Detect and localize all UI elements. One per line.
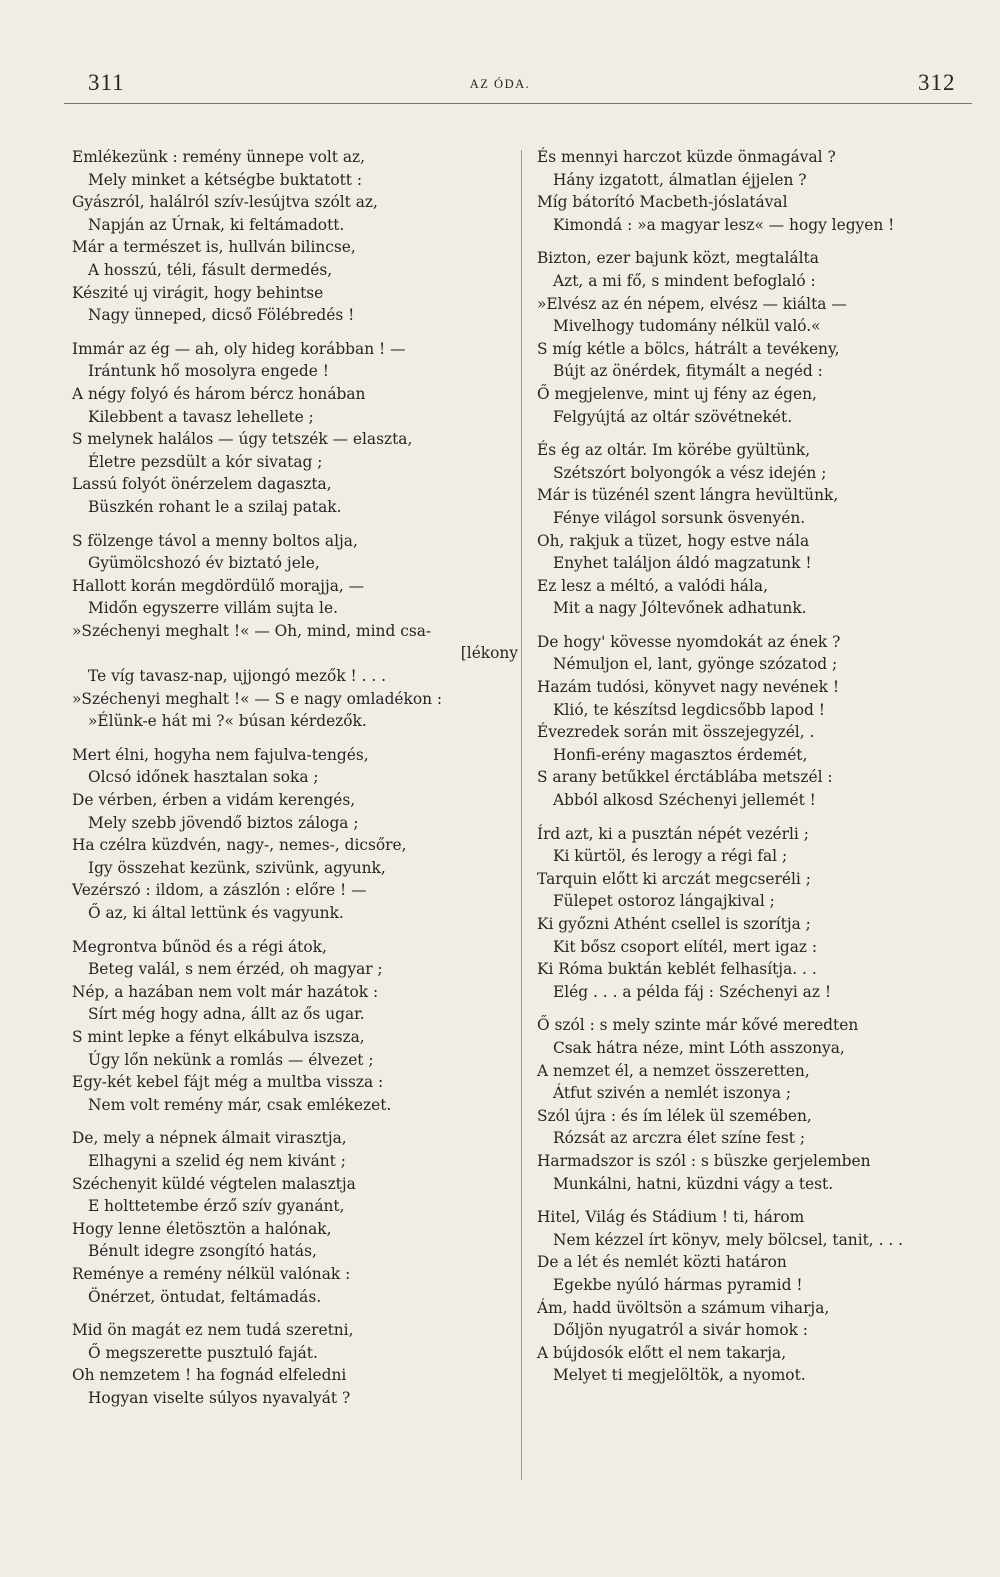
verse-line: Egy-két kebel fájt még a multba vissza : bbox=[72, 1073, 384, 1092]
verse-line: Tarquin előtt ki arczát megcseréli ; bbox=[537, 869, 811, 888]
verse-line: Ki Róma buktán keblét felhasítja. . . bbox=[537, 960, 817, 979]
stanza-gap bbox=[537, 428, 977, 439]
verse-line: S arany betűkkel érctáblába metszél : bbox=[537, 768, 833, 787]
verse-line: S melynek halálos — úgy tetszék — elaszta, bbox=[72, 430, 413, 449]
verse-line: Mely minket a kétségbe buktatott : bbox=[88, 170, 363, 189]
stanza bbox=[537, 439, 977, 620]
verse-line: Fénye világol sorsunk ösvenyén. bbox=[553, 508, 806, 527]
verse-line: Ki kürtöl, és lerogy a régi fal ; bbox=[553, 847, 788, 866]
verse-line: »Széchenyi meghalt !« — Oh, mind, mind csa- bbox=[72, 621, 432, 640]
verse-line: Hazám tudósi, könyvet nagy nevének ! bbox=[537, 678, 840, 697]
verse-line: Ő megszerette pusztuló faját. bbox=[88, 1343, 318, 1362]
page-number-left: 311 bbox=[88, 70, 125, 95]
stanza bbox=[72, 530, 524, 733]
verse-line: Ha czélra küzdvén, nagy-, nemes-, dicsőre, bbox=[72, 836, 407, 855]
stanza bbox=[537, 631, 977, 812]
verse-line: Széchenyit küldé végtelen malasztja bbox=[72, 1174, 356, 1193]
verse-line: Írd azt, ki a pusztán népét vezérli ; bbox=[537, 824, 809, 843]
verse-line: Nem kézzel írt könyv, mely bölcsel, tanit, . . . bbox=[553, 1230, 904, 1249]
verse-line: S mint lepke a fényt elkábulva iszsza, bbox=[72, 1027, 365, 1046]
verse-line: Büszkén rohant le a szilaj patak. bbox=[88, 497, 342, 516]
verse-line: Ez lesz a méltó, a valódi hála, bbox=[537, 576, 768, 595]
verse-line: De a lét és nemlét közti határon bbox=[537, 1253, 787, 1272]
verse-line: »Élünk-e hát mi ?« búsan kérdezők. bbox=[88, 712, 367, 731]
verse-line: Dőljön nyugatról a sivár homok : bbox=[553, 1321, 808, 1340]
verse-line: [lékony bbox=[460, 644, 518, 663]
verse-line: Megrontva bűnöd és a régi átok, bbox=[72, 937, 327, 956]
verse-line: Melyet ti megjelöltök, a nyomot. bbox=[553, 1366, 806, 1385]
verse-line: A négy folyó és három bércz honában bbox=[72, 384, 366, 403]
verse-line: Mivelhogy tudomány nélkül való.« bbox=[553, 317, 821, 336]
verse-line: Úgy lőn nekünk a romlás — élvezet ; bbox=[88, 1050, 374, 1069]
verse-line: Szétszórt bolyongók a vész idején ; bbox=[553, 463, 827, 482]
verse-line: Napján az Úrnak, ki feltámadott. bbox=[88, 215, 345, 234]
verse-line: Ő megjelenve, mint uj fény az égen, bbox=[537, 384, 817, 403]
verse-line: Immár az ég — ah, oly hideg korábban ! — bbox=[72, 339, 406, 358]
verse-line: Felgyújtá az oltár szövétnekét. bbox=[553, 407, 793, 426]
stanza-gap bbox=[72, 327, 524, 338]
verse-line: A nemzet él, a nemzet összeretten, bbox=[537, 1061, 810, 1080]
verse-line: Hitel, Világ és Stádium ! ti, három bbox=[537, 1208, 805, 1227]
stanza bbox=[72, 146, 524, 327]
stanza bbox=[72, 1127, 524, 1308]
verse-line: »Elvész az én népem, elvész — kiálta — bbox=[537, 294, 847, 313]
stanza-gap bbox=[72, 733, 524, 744]
verse-line: Enyhet találjon áldó magzatunk ! bbox=[553, 554, 812, 573]
header-rule bbox=[64, 103, 972, 104]
verse-line: Elhagyni a szelid ég nem kivánt ; bbox=[88, 1151, 346, 1170]
verse-line: Bizton, ezer bajunk közt, megtalálta bbox=[537, 249, 819, 268]
verse-line: Bújt az önérdek, fitymált a negéd : bbox=[553, 362, 823, 381]
verse-line: Bénult idegre zsongító hatás, bbox=[88, 1242, 317, 1261]
verse-line: Szól újra : és ím lélek ül szemében, bbox=[537, 1106, 812, 1125]
verse-line: Oh, rakjuk a tüzet, hogy estve nála bbox=[537, 531, 810, 550]
verse-line: Életre pezsdült a kór sivatag ; bbox=[88, 452, 323, 471]
stanza-gap bbox=[537, 812, 977, 823]
verse-line: Gyümölcshozó év biztató jele, bbox=[88, 554, 320, 573]
verse-line: Kimondá : »a magyar lesz« — hogy legyen ! bbox=[553, 215, 895, 234]
verse-line: Már is tüzénél szent lángra hevültünk, bbox=[537, 486, 839, 505]
stanza bbox=[72, 936, 524, 1117]
verse-line: Rózsát az arczra élet színe fest ; bbox=[553, 1129, 805, 1148]
verse-line: Hány izgatott, álmatlan éjjelen ? bbox=[553, 170, 807, 189]
stanza-gap bbox=[537, 620, 977, 631]
stanza bbox=[537, 247, 977, 428]
stanza-gap bbox=[537, 1195, 977, 1206]
verse-line: Nagy ünneped, dicső Fölébredés ! bbox=[88, 306, 355, 325]
verse-line: Igy összehat kezünk, szivünk, agyunk, bbox=[88, 858, 386, 877]
verse-line: Egekbe nyúló hármas pyramid ! bbox=[553, 1275, 803, 1294]
stanza bbox=[537, 1014, 977, 1195]
running-title: AZ ÓDA. bbox=[469, 77, 531, 91]
verse-line: És ég az oltár. Im körébe gyültünk, bbox=[537, 441, 811, 460]
verse-line: Honfi-erény magasztos érdemét, bbox=[553, 745, 808, 764]
verse-line: Abból alkosd Széchenyi jellemét ! bbox=[553, 791, 816, 810]
verse-line: Átfut szivén a nemlét iszonya ; bbox=[553, 1084, 792, 1103]
verse-line: Ő az, ki által lettünk és vagyunk. bbox=[88, 904, 344, 922]
verse-line: Ám, hadd üvöltsön a számum viharja, bbox=[537, 1298, 830, 1317]
verse-line: A bújdosók előtt el nem takarja, bbox=[537, 1343, 787, 1362]
stanza bbox=[72, 1319, 524, 1409]
stanza bbox=[537, 146, 977, 236]
verse-line: És mennyi harczot küzde önmagával ? bbox=[537, 148, 836, 166]
verse-line: Irántunk hő mosolyra engede ! bbox=[88, 362, 329, 381]
verse-line: Már a természet is, hullván bilincse, bbox=[72, 238, 356, 257]
verse-line: De, mely a népnek álmait virasztja, bbox=[72, 1129, 347, 1148]
verse-line: Hogy lenne életösztön a halónak, bbox=[72, 1219, 332, 1238]
verse-line: Te víg tavasz-nap, ujjongó mezők ! . . . bbox=[88, 667, 387, 686]
verse-line: Ő szól : s mely szinte már kővé meredten bbox=[537, 1016, 859, 1035]
verse-line: Ki győzni Athént csellel is szorítja ; bbox=[537, 915, 811, 933]
verse-line: »Széchenyi meghalt !« — S e nagy omladékon : bbox=[72, 689, 443, 708]
verse-line: S míg kétle a bölcs, hátrált a tevékeny, bbox=[537, 339, 840, 358]
verse-line: Évezredek során mit összejegyzél, . bbox=[537, 723, 815, 742]
stanza-gap bbox=[72, 925, 524, 936]
verse-line: Önérzet, öntudat, feltámadás. bbox=[88, 1287, 322, 1306]
verse-line: Elég . . . a példa fáj : Széchenyi az ! bbox=[553, 982, 832, 1001]
verse-line: Olcsó időnek hasztalan soka ; bbox=[88, 768, 319, 787]
stanza-gap bbox=[72, 519, 524, 530]
verse-line: Nép, a hazában nem volt már hazátok : bbox=[72, 982, 379, 1001]
verse-line: Vezérszó : ildom, a zászlón : előre ! — bbox=[72, 881, 367, 900]
verse-line: Midőn egyszerre villám sujta le. bbox=[88, 599, 338, 618]
verse-line: Készité uj virágit, hogy behintse bbox=[72, 283, 324, 302]
verse-line: Harmadszor is szól : s büszke gerjelemben bbox=[537, 1151, 871, 1170]
verse-line: Lassú folyót önérzelem dagaszta, bbox=[72, 475, 332, 494]
verse-line: Mid ön magát ez nem tudá szeretni, bbox=[72, 1321, 354, 1340]
verse-line: Reménye a remény nélkül valónak : bbox=[72, 1264, 351, 1283]
verse-line: Emlékezünk : remény ünnepe volt az, bbox=[72, 148, 366, 166]
verse-line: Mely szebb jövendő biztos záloga ; bbox=[88, 813, 359, 832]
verse-line: Mert élni, hogyha nem fajulva-tengés, bbox=[72, 745, 369, 764]
verse-line: A hosszú, téli, fásult dermedés, bbox=[88, 260, 333, 279]
stanza-gap bbox=[537, 236, 977, 247]
verse-line: De vérben, érben a vidám kerengés, bbox=[72, 791, 356, 810]
stanza bbox=[537, 1206, 977, 1387]
stanza-gap bbox=[537, 1003, 977, 1014]
right-column bbox=[537, 146, 977, 1387]
stanza-gap bbox=[72, 1308, 524, 1319]
left-column bbox=[72, 146, 524, 1409]
verse-line: Hogyan viselte súlyos nyavalyát ? bbox=[88, 1388, 351, 1407]
stanza-gap bbox=[72, 1116, 524, 1127]
verse-line: Sírt még hogy adna, állt az ős ugar. bbox=[88, 1005, 365, 1024]
verse-line: Fülepet ostoroz lángajkival ; bbox=[553, 892, 775, 911]
verse-line: Kilebbent a tavasz lehellete ; bbox=[88, 407, 314, 426]
verse-line: Beteg valál, s nem érzéd, oh magyar ; bbox=[88, 960, 383, 979]
verse-line: Klió, te készítsd legdicsőbb lapod ! bbox=[553, 700, 825, 719]
verse-line: S fölzenge távol a menny boltos alja, bbox=[72, 531, 358, 550]
verse-line: Gyászról, halálról szív-lesújtva szólt az, bbox=[72, 193, 378, 212]
stanza bbox=[72, 744, 524, 925]
stanza bbox=[537, 823, 977, 1004]
verse-line: Kit bősz csoport elítél, mert igaz : bbox=[553, 937, 818, 956]
verse-line: Oh nemzetem ! ha fognád elfeledni bbox=[72, 1366, 347, 1385]
verse-line: Csak hátra néze, mint Lóth asszonya, bbox=[553, 1038, 845, 1057]
verse-line: Munkálni, hatni, küzdni vágy a test. bbox=[553, 1174, 834, 1193]
verse-line: Nem volt remény már, csak emlékezet. bbox=[88, 1095, 392, 1114]
verse-line: Némuljon el, lant, gyönge szózatod ; bbox=[553, 655, 838, 674]
verse-line: Hallott korán megdördülő morajja, — bbox=[72, 576, 365, 595]
verse-line: Míg bátorító Macbeth-jóslatával bbox=[537, 193, 788, 212]
page-number-right: 312 bbox=[918, 70, 956, 95]
verse-line: E holttetembe érző szív gyanánt, bbox=[88, 1197, 345, 1216]
stanza bbox=[72, 338, 524, 519]
verse-line: Azt, a mi fő, s mindent befoglaló : bbox=[553, 271, 816, 290]
verse-line: De hogy' kövesse nyomdokát az ének ? bbox=[537, 632, 841, 651]
verse-line: Mit a nagy Jóltevőnek adhatunk. bbox=[553, 599, 807, 618]
